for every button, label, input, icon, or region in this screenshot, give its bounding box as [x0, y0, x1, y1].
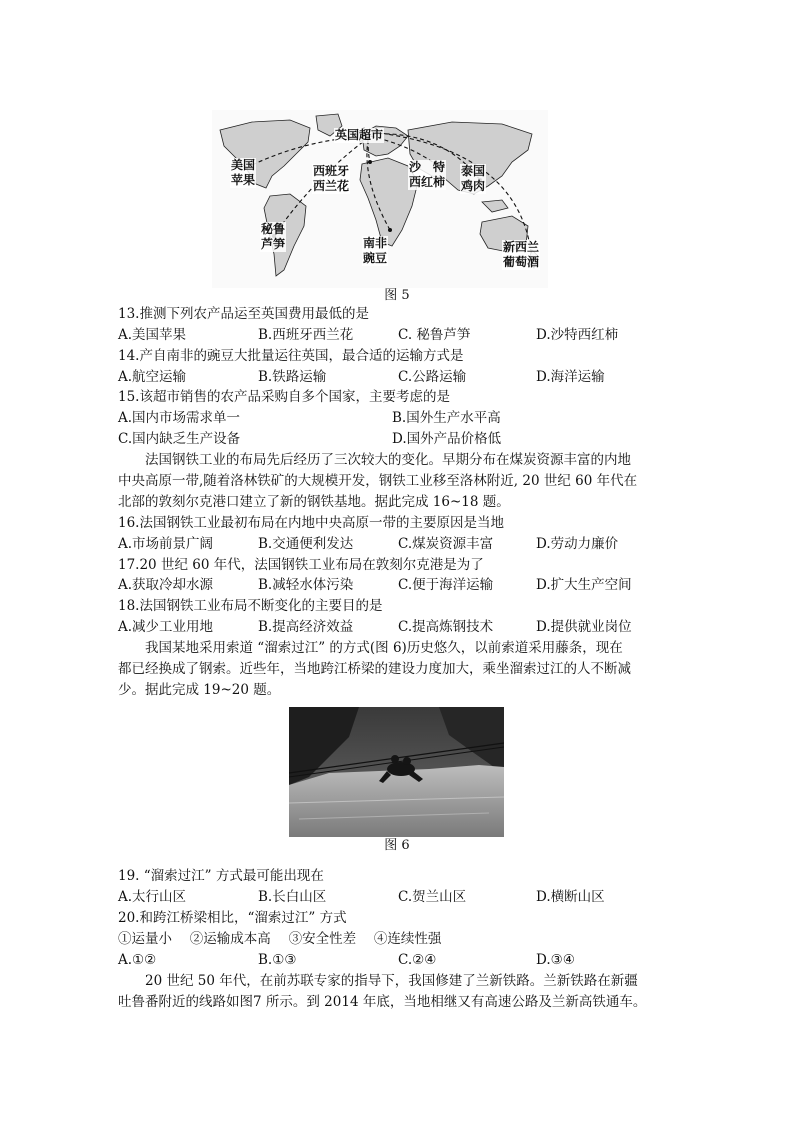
question-14-stem: 14.产自南非的豌豆大批量运往英国，最合适的运输方式是: [118, 348, 464, 364]
q18-option-d[interactable]: D.提供就业岗位: [536, 619, 632, 635]
question-20-stem: 20.和跨江桥梁相比，“溜索过江” 方式: [118, 910, 347, 926]
question-16-stem: 16.法国钢铁工业最初布局在内地中央高原一带的主要原因是当地: [118, 515, 504, 531]
passage1-line1: 法国钢铁工业的布局先后经历了三次较大的变化。早期分布在煤炭资源丰富的内地: [145, 452, 631, 468]
q16-option-b[interactable]: B.交通便利发达: [258, 536, 354, 552]
question-15-stem: 15.该超市销售的农产品采购自多个国家，主要考虑的是: [118, 389, 450, 405]
q15-option-b[interactable]: B.国外生产水平高: [392, 410, 501, 426]
q14-option-c[interactable]: C.公路运输: [398, 369, 467, 385]
question-20-statements: ①运量小 ②运输成本高 ③安全性差 ④连续性强: [118, 931, 442, 947]
figure5-caption: 图 5: [384, 288, 410, 303]
question-17-stem: 17.20 世纪 60 年代，法国钢铁工业布局在敦刻尔克港是为了: [118, 557, 484, 573]
map-label-nz-product: 葡萄酒: [503, 255, 540, 269]
passage3-line2: 吐鲁番附近的线路如图7 所示。到 2014 年底，当地相继又有高速公路及兰新高铁通车。: [118, 994, 647, 1010]
passage2-line2: 都已经换成了钢索。近些年，当地跨江桥梁的建设力度加大，乘坐溜索过江的人不断减: [118, 661, 631, 677]
q13-option-d[interactable]: D.沙特西红柿: [536, 327, 619, 343]
q18-option-c[interactable]: C.提高炼钢技术: [398, 619, 494, 635]
q13-option-b[interactable]: B.西班牙西兰花: [258, 327, 354, 343]
passage2-line3: 少。据此完成 19~20 题。: [118, 682, 281, 698]
q18-option-b[interactable]: B.提高经济效益: [258, 619, 354, 635]
map-label-spain-product: 西兰花: [313, 179, 350, 193]
passage1-line3: 北部的敦刻尔克港口建立了新的钢铁基地。据此完成 16~18 题。: [118, 494, 510, 510]
map-label-sa-product: 豌豆: [363, 251, 388, 265]
q15-option-c[interactable]: C.国内缺乏生产设备: [118, 431, 241, 447]
q16-option-c[interactable]: C.煤炭资源丰富: [398, 536, 494, 552]
map-label-thailand: [460, 164, 486, 194]
q15-option-a[interactable]: A.国内市场需求单一: [118, 410, 241, 426]
question-18-stem: 18.法国钢铁工业布局不断变化的主要目的是: [118, 598, 383, 614]
map-label-saudi-country: 沙 特: [409, 160, 446, 174]
q13-option-a[interactable]: A.美国苹果: [118, 327, 187, 343]
map-label-spain-country: 西班牙: [313, 164, 350, 178]
q20-option-b[interactable]: B.①③: [258, 952, 297, 968]
q17-option-d[interactable]: D.扩大生产空间: [536, 577, 632, 593]
q14-option-b[interactable]: B.铁路运输: [258, 369, 327, 385]
q19-option-b[interactable]: B.长白山区: [258, 889, 327, 905]
q13-option-c[interactable]: C. 秘鲁芦笋: [398, 327, 471, 343]
q16-option-d[interactable]: D.劳动力廉价: [536, 536, 619, 552]
q19-option-c[interactable]: C.贺兰山区: [398, 889, 467, 905]
q19-option-d[interactable]: D.横断山区: [536, 889, 605, 905]
map-label-sa-country: 南非: [363, 236, 388, 250]
map-label-saudi: [408, 160, 446, 190]
q16-option-a[interactable]: A.市场前景广阔: [118, 536, 214, 552]
q15-option-d[interactable]: D.国外产品价格低: [392, 431, 502, 447]
zipline-photo-figure: [289, 707, 504, 837]
figure6-caption: 图 6: [384, 838, 410, 853]
q19-option-a[interactable]: A.太行山区: [118, 889, 187, 905]
map-label-uk-supermarket: 英国超市: [335, 128, 384, 142]
map-label-thailand-country: 泰国: [461, 164, 486, 178]
map-label-south-africa: [362, 236, 388, 266]
map-label-peru-product: 芦笋: [261, 237, 286, 251]
q17-option-a[interactable]: A.获取冷却水源: [118, 577, 214, 593]
q18-option-a[interactable]: A.减少工业用地: [118, 619, 214, 635]
passage3-line1: 20 世纪 50 年代，在前苏联专家的指导下，我国修建了兰新铁路。兰新铁路在新疆: [145, 973, 638, 989]
q14-option-d[interactable]: D.海洋运输: [536, 369, 605, 385]
map-label-saudi-product: 西红柿: [409, 175, 446, 189]
passage-france-steel: [118, 450, 678, 513]
q20-option-c[interactable]: C.②④: [398, 952, 437, 968]
world-map-figure: [212, 110, 548, 288]
passage2-line1: 我国某地采用索道 “溜索过江” 的方式(图 6)历史悠久，以前索道采用藤条，现在: [145, 640, 623, 656]
map-label-usa: [230, 158, 256, 188]
q20-option-a[interactable]: A.①②: [118, 952, 157, 968]
question-13-stem: 13.推测下列农产品运至英国费用最低的是: [118, 306, 369, 322]
passage-zipline: [118, 638, 678, 701]
map-label-usa-product: 苹果: [231, 173, 256, 187]
map-label-peru-country: 秘鲁: [261, 222, 286, 236]
map-label-spain: [312, 164, 350, 194]
map-label-usa-country: 美国: [231, 158, 256, 172]
passage1-line2: 中央高原一带,随着洛林铁矿的大规模开发，钢铁工业移至洛林附近, 20 世纪 60 年代在: [118, 473, 638, 489]
q17-option-b[interactable]: B.减轻水体污染: [258, 577, 354, 593]
map-label-new-zealand: [502, 240, 540, 270]
map-label-nz-country: 新西兰: [503, 240, 540, 254]
question-19-stem: 19. “溜索过江” 方式最可能出现在: [118, 868, 324, 884]
zipline-photo: [289, 707, 504, 837]
q17-option-c[interactable]: C.便于海洋运输: [398, 577, 494, 593]
map-label-peru: [260, 222, 286, 252]
passage-lanxin-railway: [118, 971, 678, 1013]
q20-option-d[interactable]: D.③④: [536, 952, 575, 968]
q14-option-a[interactable]: A.航空运输: [118, 369, 187, 385]
map-label-thailand-product: 鸡肉: [461, 179, 486, 193]
